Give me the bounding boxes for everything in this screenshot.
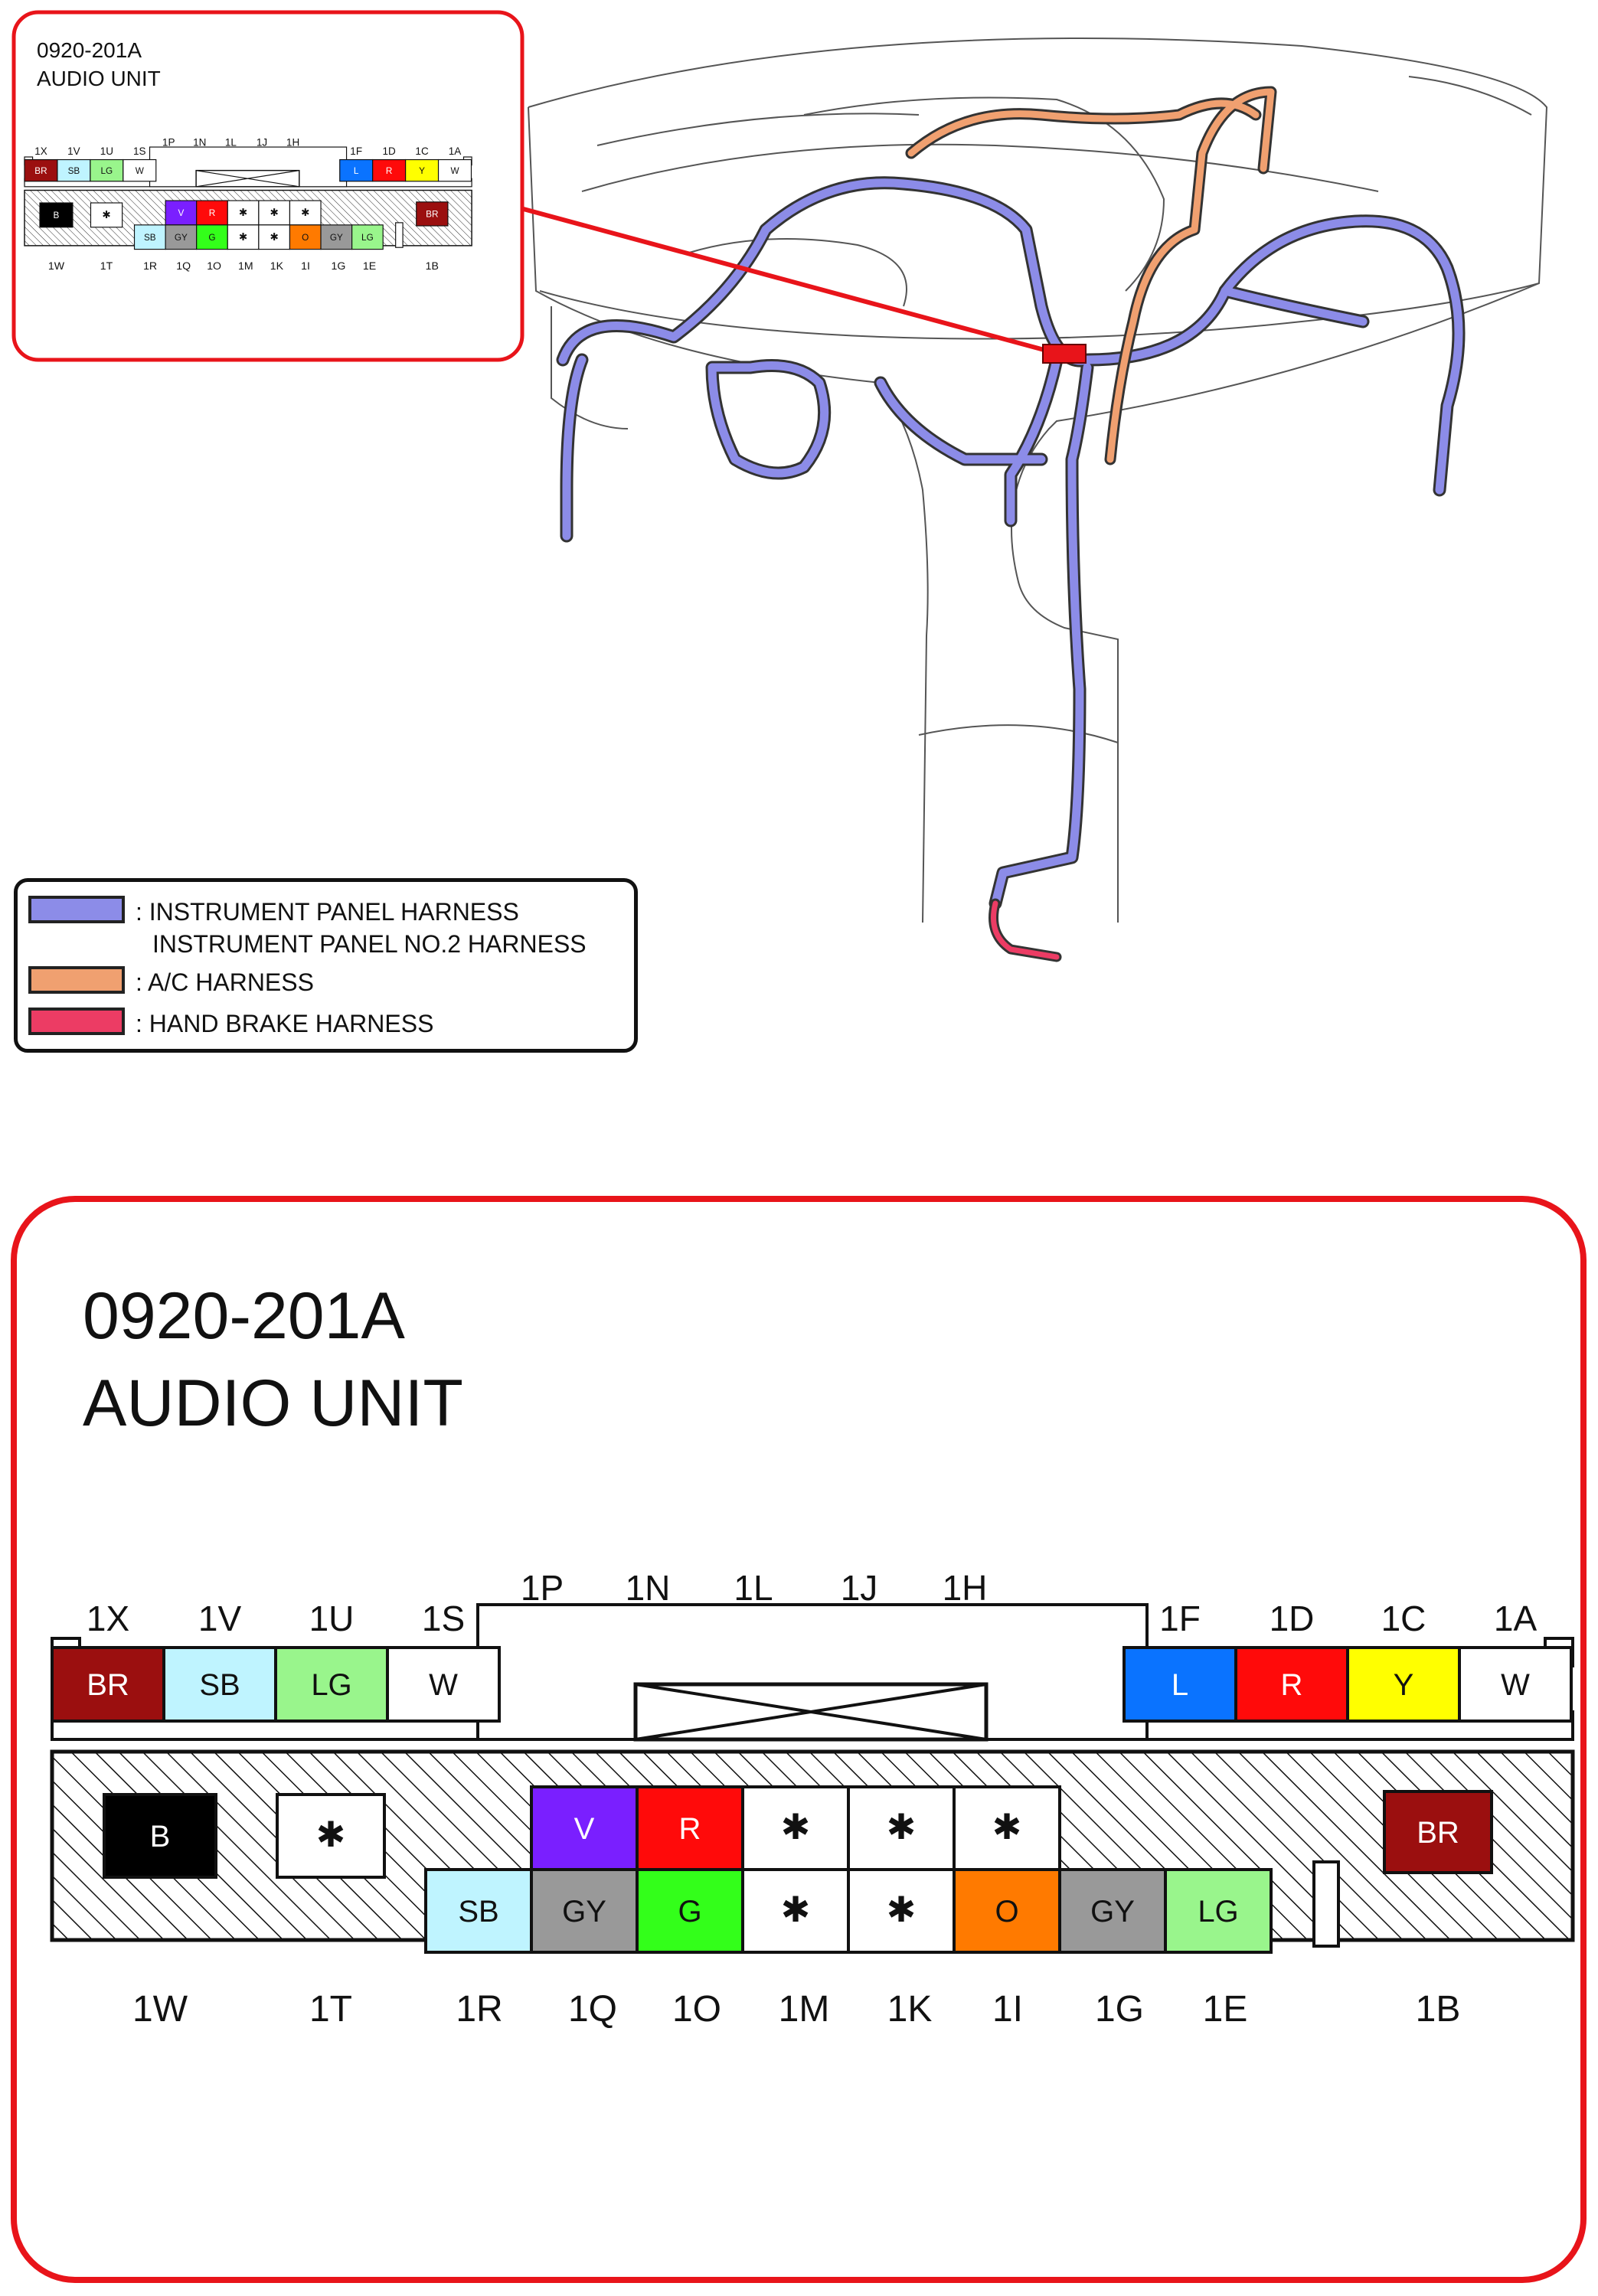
pin-lower-3-label: ✱ bbox=[238, 230, 248, 243]
pin-id-1P: 1P bbox=[162, 136, 175, 149]
harness-routing-illustration bbox=[563, 92, 1459, 957]
pin-1V-label: SB bbox=[67, 165, 80, 176]
pin-id-1I: 1I bbox=[301, 260, 310, 273]
pin-id-1Q: 1Q bbox=[176, 260, 191, 273]
pin-1F-label: L bbox=[1171, 1668, 1189, 1702]
pin-1D-label: R bbox=[1280, 1668, 1303, 1702]
pin-lower-4-label: ✱ bbox=[886, 1889, 917, 1929]
pin-id-1G: 1G bbox=[331, 260, 346, 273]
pin-id-1J: 1J bbox=[840, 1568, 878, 1608]
pin-lower-1-label: GY bbox=[174, 232, 188, 243]
pin-upper-0-label: V bbox=[178, 208, 185, 219]
pin-lower-6-label: GY bbox=[329, 232, 343, 243]
pin-id-1V: 1V bbox=[198, 1599, 242, 1638]
pin-id-1C: 1C bbox=[1381, 1599, 1426, 1638]
pin-id-1J: 1J bbox=[256, 136, 268, 149]
pin-lower-3-label: ✱ bbox=[780, 1889, 811, 1929]
pin-upper-2-label: ✱ bbox=[780, 1807, 811, 1847]
pin-id-1H: 1H bbox=[286, 136, 300, 149]
pin-id-1P: 1P bbox=[520, 1568, 564, 1608]
legend-item-ac bbox=[28, 966, 314, 998]
pin-lower-0-label: SB bbox=[143, 232, 156, 243]
pin-id-1F: 1F bbox=[350, 145, 363, 158]
pin-id-1C: 1C bbox=[415, 145, 429, 158]
pin-id-1U: 1U bbox=[309, 1599, 355, 1638]
pin-id-1T: 1T bbox=[309, 1989, 353, 2030]
pin-id-1H: 1H bbox=[942, 1568, 988, 1608]
pin-1B-label: BR bbox=[426, 209, 439, 220]
connector-code: 0920-201A bbox=[83, 1279, 405, 1353]
pin-lower-0-label: SB bbox=[458, 1895, 499, 1929]
inset-connector-code: 0920-201A bbox=[37, 38, 142, 62]
pin-lower-5-label: O bbox=[302, 232, 309, 243]
pin-id-1K: 1K bbox=[887, 1989, 933, 2030]
pin-id-1D: 1D bbox=[382, 145, 396, 158]
pin-upper-3-label: ✱ bbox=[270, 207, 279, 219]
pin-lower-2-label: G bbox=[678, 1895, 702, 1929]
legend-swatch-blue bbox=[28, 896, 125, 923]
pin-1X-label: BR bbox=[34, 165, 47, 176]
pin-id-1M: 1M bbox=[778, 1989, 830, 2030]
pin-upper-1-label: R bbox=[208, 208, 216, 219]
pin-1U-label: LG bbox=[100, 165, 113, 176]
pin-id-1O: 1O bbox=[207, 260, 222, 273]
pin-upper-0-label: V bbox=[574, 1812, 595, 1846]
pin-lower-7-label: LG bbox=[361, 232, 374, 243]
pin-1V-label: SB bbox=[199, 1668, 240, 1702]
pin-1T-label: ✱ bbox=[315, 1814, 346, 1854]
pin-upper-4-label: ✱ bbox=[992, 1807, 1022, 1847]
legend-item-hand-brake bbox=[28, 1008, 433, 1040]
pin-lower-5-label: O bbox=[995, 1895, 1019, 1929]
legend-swatch-orange bbox=[28, 966, 125, 994]
pin-upper-4-label: ✱ bbox=[301, 207, 310, 219]
pin-id-1B: 1B bbox=[425, 260, 439, 273]
pin-1A-label: W bbox=[1501, 1668, 1530, 1702]
pin-id-1I: 1I bbox=[992, 1989, 1024, 2030]
pin-upper-3-label: ✱ bbox=[886, 1807, 917, 1847]
pin-id-1E: 1E bbox=[1202, 1989, 1248, 2030]
pin-1D-label: R bbox=[385, 165, 393, 176]
pin-id-1X: 1X bbox=[34, 145, 47, 158]
audio-unit-location-marker bbox=[1043, 345, 1086, 363]
pin-id-1W: 1W bbox=[132, 1989, 188, 2030]
legend-item-instrument-panel bbox=[28, 896, 587, 960]
instrument-panel-illustration bbox=[528, 38, 1547, 923]
pin-1U-label: LG bbox=[311, 1668, 352, 1702]
pin-1W-label: B bbox=[53, 210, 60, 220]
key-slot bbox=[1314, 1862, 1338, 1946]
pin-1B-label: BR bbox=[1417, 1816, 1459, 1850]
pin-1F-label: L bbox=[353, 165, 359, 176]
pin-id-1R: 1R bbox=[143, 260, 158, 273]
legend-label: : INSTRUMENT PANEL HARNESS INSTRUMENT PANEL NO.2 HARNESS bbox=[136, 898, 587, 958]
pin-upper-2-label: ✱ bbox=[238, 207, 248, 219]
pin-1C-label: Y bbox=[419, 165, 426, 176]
pin-id-1A: 1A bbox=[448, 145, 462, 158]
pin-1W-label: B bbox=[149, 1820, 171, 1853]
pin-id-1Q: 1Q bbox=[567, 1989, 618, 2030]
pin-lower-4-label: ✱ bbox=[270, 230, 279, 243]
pin-id-1F: 1F bbox=[1159, 1599, 1201, 1638]
key-slot bbox=[396, 223, 403, 247]
pin-id-1W: 1W bbox=[47, 260, 65, 273]
pin-id-1R: 1R bbox=[456, 1989, 503, 2030]
pin-id-1N: 1N bbox=[193, 136, 207, 149]
pin-id-1U: 1U bbox=[100, 145, 113, 158]
pin-lower-2-label: G bbox=[208, 232, 216, 243]
pin-id-1L: 1L bbox=[734, 1568, 773, 1608]
pin-id-1N: 1N bbox=[625, 1568, 671, 1608]
pin-1C-label: Y bbox=[1393, 1668, 1414, 1702]
pin-id-1B: 1B bbox=[1415, 1989, 1461, 2030]
pin-1T-label: ✱ bbox=[102, 208, 111, 220]
pin-id-1S: 1S bbox=[421, 1599, 466, 1638]
pin-lower-1-label: GY bbox=[562, 1895, 606, 1929]
pin-upper-1-label: R bbox=[678, 1812, 701, 1846]
harness-legend bbox=[14, 878, 638, 1053]
pin-id-1X: 1X bbox=[86, 1599, 130, 1638]
pin-id-1D: 1D bbox=[1269, 1599, 1315, 1638]
inset-connector-name: AUDIO UNIT bbox=[37, 67, 161, 90]
legend-label: : A/C HARNESS bbox=[136, 968, 314, 996]
pin-1S-label: W bbox=[135, 165, 144, 176]
pin-id-1M: 1M bbox=[238, 260, 253, 273]
pin-id-1K: 1K bbox=[270, 260, 284, 273]
pin-1S-label: W bbox=[429, 1668, 458, 1702]
pin-id-1T: 1T bbox=[100, 260, 113, 273]
pin-id-1E: 1E bbox=[362, 260, 377, 273]
pin-id-1A: 1A bbox=[1493, 1599, 1538, 1638]
pin-id-1V: 1V bbox=[67, 145, 80, 158]
pin-id-1G: 1G bbox=[1094, 1989, 1145, 2030]
pin-lower-6-label: GY bbox=[1090, 1895, 1135, 1929]
pin-lower-7-label: LG bbox=[1198, 1895, 1239, 1929]
pin-id-1O: 1O bbox=[672, 1989, 722, 2030]
pin-id-1L: 1L bbox=[224, 136, 237, 149]
pin-1A-label: W bbox=[450, 165, 459, 176]
legend-swatch-pink bbox=[28, 1008, 125, 1035]
pin-id-1S: 1S bbox=[133, 145, 146, 158]
pin-1X-label: BR bbox=[87, 1668, 129, 1702]
connector-name: AUDIO UNIT bbox=[83, 1367, 463, 1440]
legend-label: : HAND BRAKE HARNESS bbox=[136, 1010, 434, 1037]
